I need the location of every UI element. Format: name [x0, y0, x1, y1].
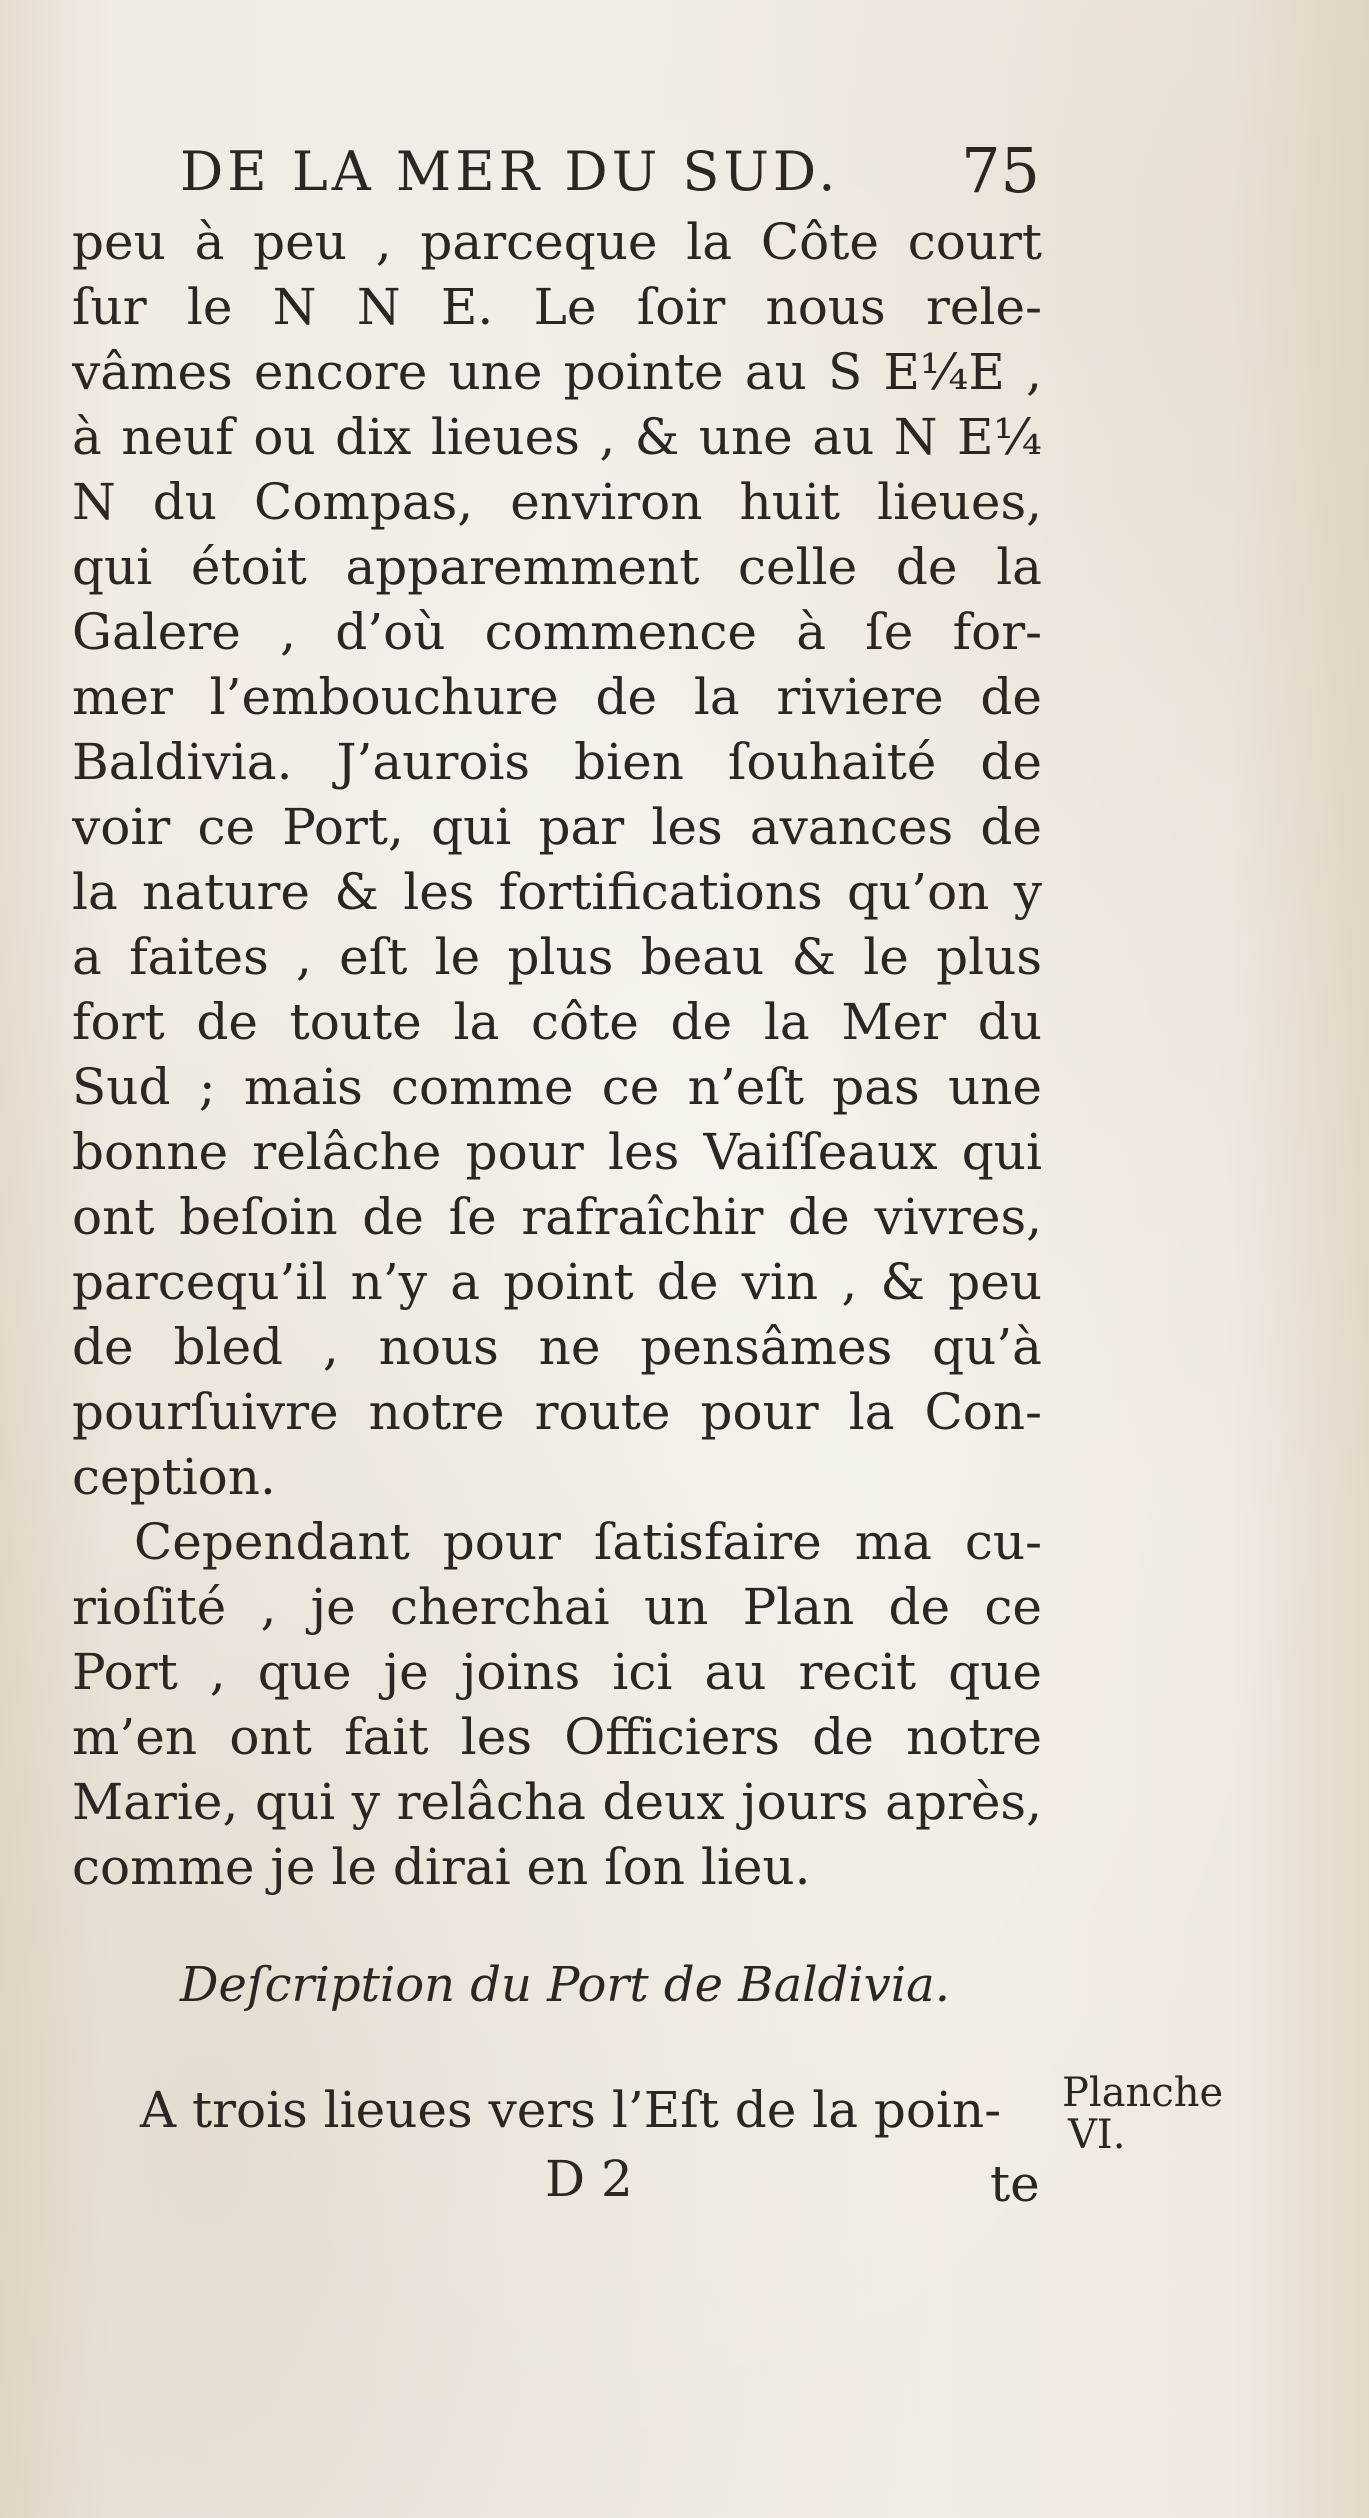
- text-line: peu à peu , parceque la Côte court: [72, 213, 1042, 271]
- text-line: Galere , d’où commence à ſe for-: [72, 603, 1042, 661]
- margin-note: [1062, 2072, 1223, 2156]
- text-line: Baldivia. J’aurois bien ſouhaité de: [72, 733, 1042, 791]
- text-line: bonne relâche pour les Vaiſſeaux qui: [72, 1123, 1042, 1181]
- text-line: ont beſoin de ſe rafraîchir de vivres,: [72, 1188, 1042, 1246]
- text-line: vâmes encore une pointe au S E¼E ,: [72, 343, 1042, 401]
- text-line: Cependant pour ſatisfaire ma cu-: [134, 1513, 1042, 1571]
- text-line: à neuf ou dix lieues , & une au N E¼: [72, 408, 1042, 466]
- text-line: N du Compas, environ huit lieues,: [72, 473, 1042, 531]
- text-line: Sud ; mais comme ce n’eſt pas une: [72, 1058, 1042, 1116]
- page-number: 75: [961, 134, 1040, 207]
- text-line: pourſuivre notre route pour la Con-: [72, 1383, 1042, 1441]
- body-text: [72, 210, 1042, 1900]
- text-line: qui étoit apparemment celle de la: [72, 538, 1042, 596]
- margin-note-line: Planche: [1062, 2070, 1224, 2116]
- text-line: fort de toute la côte de la Mer du: [72, 993, 1042, 1051]
- text-line: a faites , eſt le plus beau & le plus: [72, 928, 1042, 986]
- text-line: Marie, qui y relâcha deux jours après,: [72, 1773, 1042, 1831]
- text-line: de bled , nous ne pensâmes qu’à: [72, 1318, 1042, 1376]
- text-line: voir ce Port, qui par les avances de: [72, 798, 1042, 856]
- margin-note-line: VI.: [1068, 2112, 1126, 2158]
- text-line: A trois lieues vers l’Eſt de la poin-: [140, 2081, 1002, 2139]
- page-header: [180, 134, 1040, 210]
- running-head: DE LA MER DU SUD.: [180, 140, 840, 203]
- text-line: mer l’embouchure de la riviere de: [72, 668, 1042, 726]
- signature-mark: D 2: [545, 2150, 633, 2208]
- text-line: la nature & les fortifications qu’on y: [72, 863, 1042, 921]
- text-line: Port , que je joins ici au recit que: [72, 1643, 1042, 1701]
- section-title: Deſcription du Port de Baldivia.: [180, 1957, 950, 2013]
- catchword: te: [990, 2155, 1040, 2213]
- text-line: m’en ont fait les Officiers de notre: [72, 1708, 1042, 1766]
- text-line: ception.: [72, 1448, 276, 1506]
- text-line: ſur le N N E. Le ſoir nous rele-: [72, 278, 1042, 336]
- text-line: rioſité , je cherchai un Plan de ce: [72, 1578, 1042, 1636]
- text-line: parcequ’il n’y a point de vin , & peu: [72, 1253, 1042, 1311]
- text-line: comme je le dirai en ſon lieu.: [72, 1838, 811, 1896]
